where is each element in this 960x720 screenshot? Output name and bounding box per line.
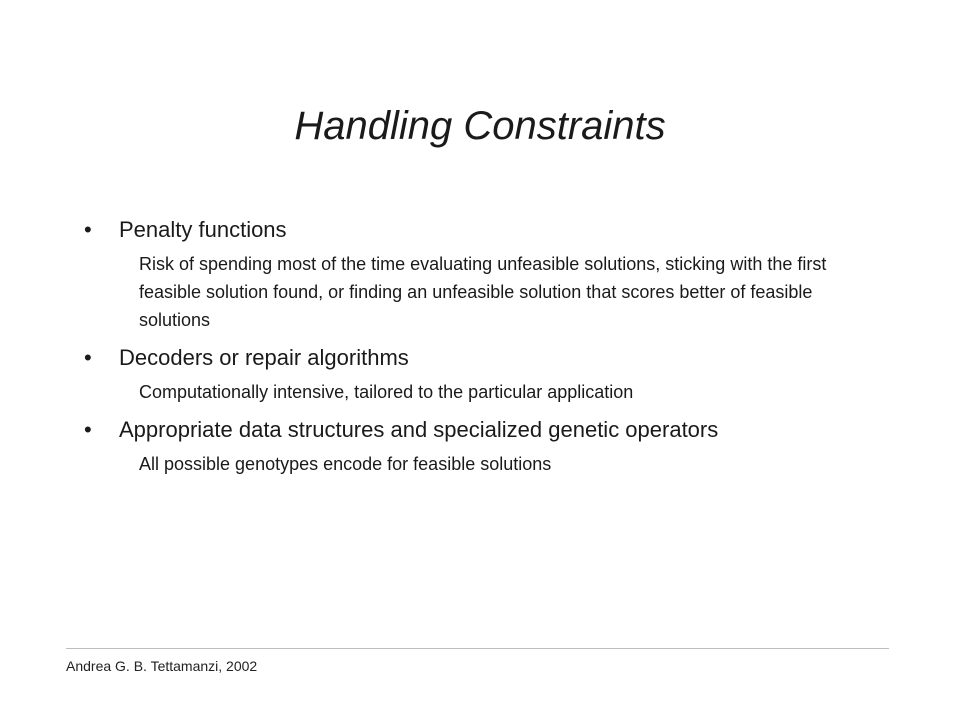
- footer-divider: [66, 648, 889, 649]
- bullet-heading: Penalty functions: [119, 217, 287, 242]
- bullet-marker: •: [84, 345, 92, 370]
- bullet-description: Computationally intensive, tailored to the particular application: [139, 382, 634, 402]
- bullet-list: [84, 212, 904, 484]
- bullet-marker: •: [84, 217, 92, 242]
- bullet-item-data-structures: [84, 412, 904, 478]
- footer-author: Andrea G. B. Tettamanzi, 2002: [66, 658, 258, 674]
- bullet-description: Risk of spending most of the time evaluating unfeasible solutions, sticking with the first feasible solution found, or finding an unfeasible solution that scores better of feasible solutions: [139, 254, 827, 330]
- bullet-item-decoders: [84, 340, 904, 406]
- bullet-item-penalty-functions: [84, 212, 904, 334]
- bullet-marker: •: [84, 417, 92, 442]
- bullet-description: All possible genotypes encode for feasible solutions: [139, 454, 552, 474]
- slide-title: Handling Constraints: [294, 104, 666, 148]
- bullet-heading: Decoders or repair algorithms: [119, 345, 409, 370]
- bullet-heading: Appropriate data structures and specialized genetic operators: [119, 417, 719, 442]
